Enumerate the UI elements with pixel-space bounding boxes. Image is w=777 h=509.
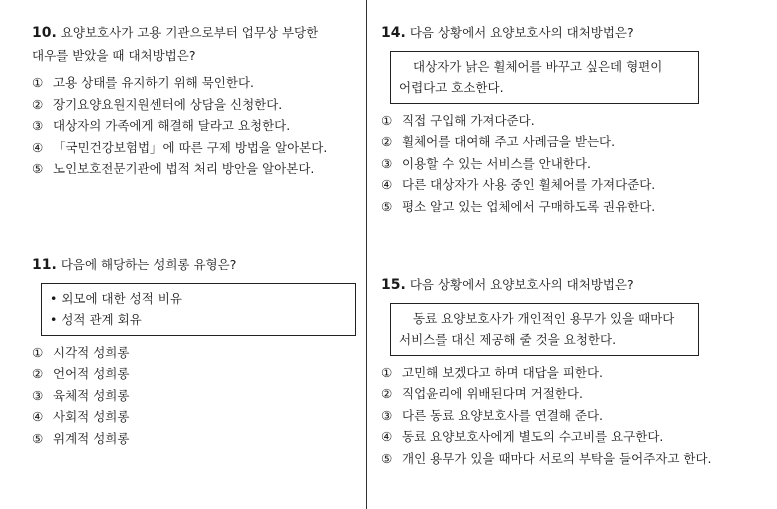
- options-list: [32, 72, 357, 180]
- situation-line-2: 서비스를 대신 제공해 줄 것을 요청한다.: [399, 332, 617, 347]
- option-5[interactable]: [32, 158, 357, 180]
- option-5[interactable]: [32, 428, 352, 450]
- option-text: 직업윤리에 위배된다며 거절한다.: [402, 386, 583, 401]
- option-1[interactable]: [381, 110, 711, 132]
- question-10: [32, 22, 357, 180]
- question-stem: [381, 274, 711, 297]
- stem-line-1: 요양보호사가 고용 기관으로부터 업무상 부당한: [60, 25, 319, 40]
- column-divider: [366, 0, 367, 509]
- situation-box: [390, 303, 699, 356]
- question-number: 11.: [32, 257, 57, 273]
- option-5[interactable]: [381, 196, 711, 218]
- question-number: 15.: [381, 277, 406, 293]
- option-mark: ⑤: [381, 450, 393, 466]
- option-text: 언어적 성희롱: [53, 366, 130, 381]
- option-text: 다른 동료 요양보호사를 연결해 준다.: [402, 407, 603, 423]
- option-text: 개인 용무가 있을 때마다 서로의 부탁을 들어주자고 한다.: [402, 450, 712, 466]
- option-text: 직접 구입해 가져다준다.: [402, 112, 535, 128]
- option-mark: ④: [381, 429, 393, 444]
- option-text: 노인보호전문기관에 법적 처리 방안을 알아본다.: [53, 161, 315, 176]
- option-3[interactable]: [381, 405, 711, 427]
- question-stem: [32, 22, 357, 66]
- option-mark: ⑤: [32, 161, 44, 176]
- stem-text: 다음에 해당하는 성희롱 유형은?: [60, 257, 237, 272]
- options-list: [381, 362, 711, 470]
- option-mark: ③: [381, 155, 393, 171]
- option-mark: ②: [32, 366, 44, 381]
- option-mark: ⑤: [381, 198, 393, 214]
- option-mark: ④: [381, 177, 393, 192]
- option-mark: ③: [32, 118, 44, 133]
- option-mark: ②: [32, 96, 44, 112]
- options-list: [381, 110, 711, 218]
- option-4[interactable]: [32, 137, 357, 159]
- option-3[interactable]: [32, 385, 352, 407]
- option-3[interactable]: [32, 115, 357, 137]
- option-1[interactable]: [32, 342, 352, 364]
- question-stem: [381, 22, 711, 45]
- stem-line-2: 대우를 받았을 때 대처방법은?: [32, 47, 196, 63]
- option-2[interactable]: [381, 131, 711, 153]
- option-3[interactable]: [381, 153, 711, 175]
- situation-box: [390, 51, 699, 104]
- option-mark: ①: [381, 364, 393, 380]
- option-text: 고민해 보겠다고 하며 대답을 피한다.: [402, 364, 603, 380]
- option-text: 장기요양요원지원센터에 상담을 신청한다.: [53, 96, 283, 112]
- condition-item: • 외모에 대한 성적 비유: [50, 288, 347, 310]
- option-4[interactable]: [381, 426, 711, 448]
- question-number: 10.: [32, 25, 57, 41]
- option-text: 평소 알고 있는 업체에서 구매하도록 권유한다.: [402, 198, 656, 214]
- option-2[interactable]: [381, 383, 711, 405]
- question-14: [381, 22, 711, 217]
- option-mark: ②: [381, 386, 393, 401]
- options-list: [32, 342, 352, 450]
- stem-text: 다음 상황에서 요양보호사의 대처방법은?: [409, 277, 634, 292]
- option-mark: ①: [32, 75, 44, 90]
- option-text: 「국민건강보험법」에 따른 구제 방법을 알아본다.: [53, 139, 328, 155]
- option-mark: ③: [32, 387, 44, 403]
- question-stem: [32, 254, 352, 277]
- condition-item: • 성적 관계 회유: [50, 309, 347, 331]
- option-mark: ④: [32, 139, 44, 155]
- option-text: 고용 상태를 유지하기 위해 묵인한다.: [53, 75, 254, 90]
- situation-line-1: 대상자가 낡은 휠체어를 바꾸고 싶은데 형편이: [413, 58, 663, 74]
- option-text: 휠체어를 대여해 주고 사례금을 받는다.: [402, 134, 616, 149]
- option-mark: ③: [381, 407, 393, 423]
- option-text: 시각적 성희롱: [53, 344, 130, 360]
- condition-list: [50, 288, 347, 331]
- option-text: 이용할 수 있는 서비스를 안내한다.: [402, 155, 591, 171]
- option-4[interactable]: [381, 174, 711, 196]
- option-text: 다른 대상자가 사용 중인 휠체어를 가져다준다.: [402, 177, 656, 192]
- option-1[interactable]: [381, 362, 711, 384]
- option-text: 육체적 성희롱: [53, 387, 130, 403]
- option-text: 사회적 성희롱: [53, 409, 130, 424]
- option-mark: ①: [32, 344, 44, 360]
- option-mark: ④: [32, 409, 44, 424]
- situation-line-2: 어렵다고 호소한다.: [399, 80, 504, 95]
- option-4[interactable]: [32, 406, 352, 428]
- condition-box: [41, 283, 356, 336]
- stem-text: 다음 상황에서 요양보호사의 대처방법은?: [409, 25, 634, 40]
- option-1[interactable]: [32, 72, 357, 94]
- option-mark: ②: [381, 134, 393, 149]
- option-text: 위계적 성희롱: [53, 430, 130, 446]
- situation-line-1: 동료 요양보호사가 개인적인 용무가 있을 때마다: [413, 310, 675, 326]
- question-11: [32, 254, 352, 449]
- option-2[interactable]: [32, 363, 352, 385]
- question-15: [381, 274, 711, 469]
- option-text: 동료 요양보호사에게 별도의 수고비를 요구한다.: [402, 429, 664, 444]
- option-2[interactable]: [32, 94, 357, 116]
- option-mark: ⑤: [32, 430, 44, 446]
- option-mark: ①: [381, 112, 393, 128]
- option-text: 대상자의 가족에게 해결해 달라고 요청한다.: [53, 118, 291, 133]
- question-number: 14.: [381, 25, 406, 41]
- option-5[interactable]: [381, 448, 720, 470]
